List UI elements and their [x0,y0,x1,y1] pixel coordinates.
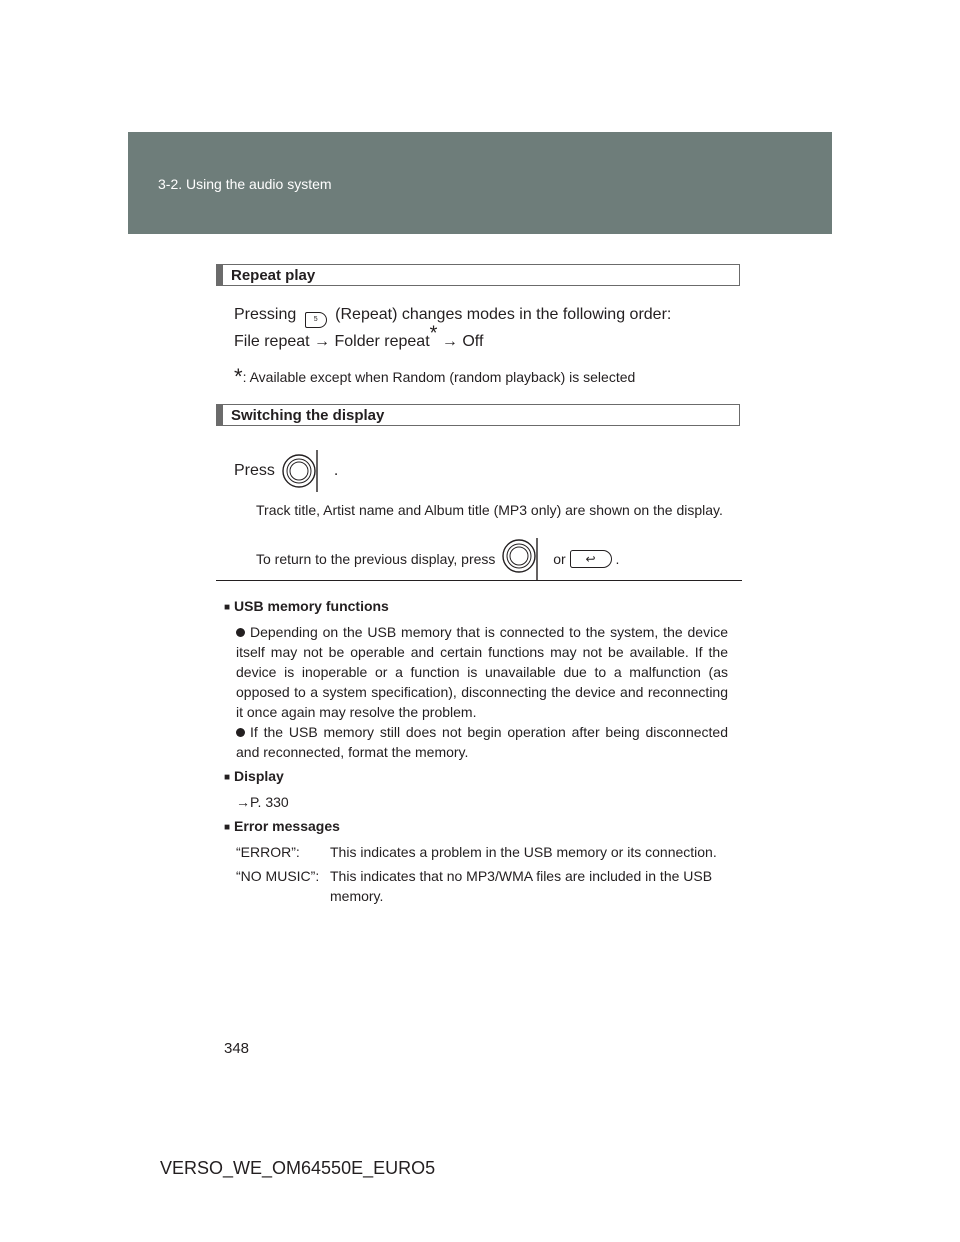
usb-note-1-text: Depending on the USB memory that is connected to the system, the device itself may not be operable and certain functions may not be available. If the device is inoperable or a function is unavailable due to a malfunction (as opposed to a system specification), disconnecting the device and reconnecting it once again may resolve the problem. [236,624,728,720]
usb-note-1 [236,622,728,722]
heading-bar [217,265,223,285]
repeat-footnote [234,364,635,390]
footnote-star: * [429,322,438,345]
back-button-icon: ↩ [570,550,612,568]
error-description: This indicates that no MP3/WMA files are included in the USB memory. [330,868,713,904]
tune-knob-icon [279,448,329,494]
section-divider [216,580,742,581]
repeat-post-text: (Repeat) changes modes in the following order: [335,306,672,323]
error-term: “NO MUSIC”: [236,868,320,884]
press-label: Press [234,462,275,479]
repeat-order [234,322,484,351]
switching-display-heading [216,404,740,426]
heading-bar [217,405,223,425]
footnote-marker: * [234,364,243,389]
repeat-order-end: → Off [437,333,484,350]
error-description: This indicates a problem in the USB memory or its connection. [330,844,717,860]
display-note-title [224,766,284,788]
error-row [236,842,746,862]
display-info: Track title, Artist name and Album title (MP3 only) are shown on the display. [256,502,723,518]
press-end: . [333,462,339,479]
usb-functions-title [224,596,389,618]
dot-bullet-icon [236,628,245,637]
square-bullet-icon: ■ [224,822,231,833]
error-term: “ERROR”: [236,844,300,860]
return-instruction [256,536,619,582]
return-or: or [553,551,566,567]
repeat-order-text: File repeat → Folder repeat [234,333,430,350]
repeat-play-title: Repeat play [231,267,316,284]
usb-note-2-text: If the USB memory still does not begin operation after being disconnected and reconnected, format the memory. [236,724,728,760]
return-end: . [615,551,620,567]
square-bullet-icon: ■ [224,772,231,783]
usb-title-text: USB memory functions [234,598,389,614]
error-title-text: Error messages [234,818,340,834]
return-pre: To return to the previous display, press [256,551,496,567]
section-breadcrumb: 3-2. Using the audio system [158,176,332,192]
square-bullet-icon: ■ [224,602,231,613]
page-number: 348 [224,1040,250,1057]
error-row [236,866,746,906]
dot-bullet-icon [236,728,245,737]
repeat-play-heading [216,264,740,286]
repeat-pre-text: Pressing [234,306,297,323]
display-page-ref[interactable]: →P. 330 [236,794,289,810]
tune-knob-icon [499,536,549,582]
footnote-text: : Available except when Random (random playback) is selected [242,369,636,385]
press-instruction [234,448,338,494]
repeat-instruction [234,306,671,328]
document-code: VERSO_WE_OM64550E_EURO5 [160,1158,436,1178]
display-title-text: Display [234,768,284,784]
switching-display-title: Switching the display [231,407,385,424]
usb-note-2 [236,722,728,762]
error-messages-title [224,816,340,838]
repeat-button-icon: 5 [305,312,327,328]
